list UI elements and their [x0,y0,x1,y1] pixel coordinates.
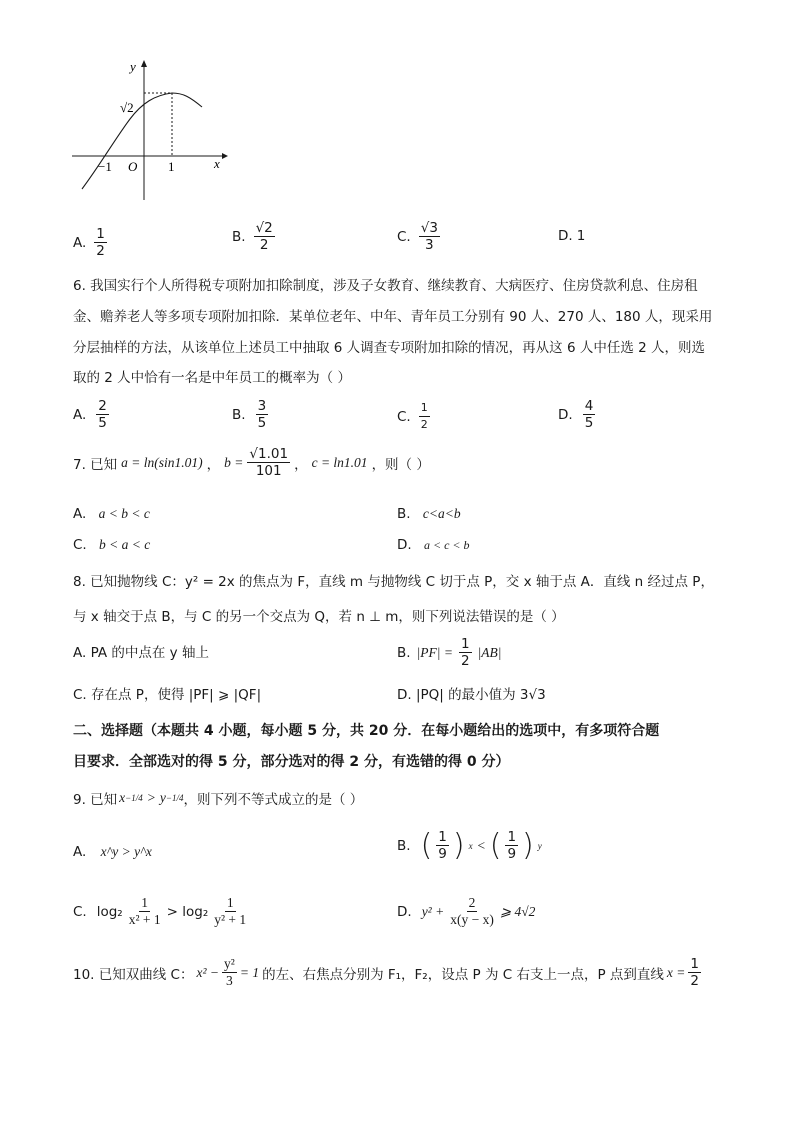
x-axis-arrow [222,153,228,159]
q7-suffix: ，则（ ） [371,456,430,473]
q9-suffix: ，则下列不等式成立的是（ ） [183,792,364,808]
q8-b-rhs: |AB| [477,644,502,660]
fraction: $\frac{1}{2}$ [96,226,105,259]
option-letter: A. [73,844,87,860]
option-letter: B. [232,228,246,245]
origin-label: O [128,159,138,174]
q9-b-op: < [476,837,486,853]
option-value: a < c < b [423,538,470,552]
fraction: $\frac{4}{5}$ [584,398,594,431]
q8-option-c: C. 存在点 P，使得 |PF| ⩾ |QF| [73,687,262,703]
q6-line-3: 分层抽样的方法，从该单位上述员工中抽取 6 人调查专项附加扣除的情况，再从这 6 人中任选 2 人，则选 [73,340,706,356]
option-letter: D. [397,903,412,920]
q6-line-1: 6. 我国实行个人所得税专项附加扣除制度，涉及子女教育、继续教育、大病医疗、住房贷款利息、住房租 [73,278,698,294]
exp-x: x [468,840,473,851]
q9-d-rhs: ⩾ 4√2 [499,903,536,919]
q7-b-fraction: $\frac{√1.01}{101}$ [249,446,289,479]
fraction: $\frac{2}{x(y - x)}$ [450,895,494,927]
option-letter: B. [397,506,411,522]
q10-stem [73,956,701,989]
q7-option-c [73,535,150,555]
option-letter: B. [232,406,246,423]
option-letter: A. [73,506,87,522]
y-tick-sqrt2: √2 [120,100,134,115]
q9-stem [73,788,363,808]
function-graph [60,55,240,205]
paren-left-icon: ( [489,828,502,863]
option-letter: C. [73,537,87,553]
fraction: $\frac{1}{2}$ [690,956,699,989]
q9-x: x [119,790,126,805]
fraction: $\frac{√2}{2}$ [255,220,273,253]
q9-option-a [73,842,152,862]
fraction: $\frac{1}{2}$ [460,636,470,669]
exp-y: y [537,840,542,851]
fraction: $\frac{1}{2}$ [420,401,428,431]
fraction: $\frac{\text{y²}}{3}$ [224,956,235,988]
q8-line-2: 与 x 轴交于点 B，与 C 的另一个交点为 Q，若 n ⊥ m，则下列说法错误的是（ ） [73,609,565,625]
q7-comma-1: ， [206,456,221,473]
q8-option-b [397,636,501,669]
q10-line-eq: x = [666,964,686,980]
option-letter: D. [558,228,573,244]
q5-option-a [73,226,107,259]
q9-d-lhs: y² + [421,903,445,919]
paren-right-icon: ) [522,828,534,863]
option-value: a < b < c [98,506,150,521]
q6-line-4: 取的 2 人中恰有一名是中年员工的概率为（ ） [73,370,351,386]
q9-option-c [73,895,248,928]
q7-a-expr: a = ln(sin1.01) [121,454,203,470]
option-value: 1 [576,228,586,244]
log-label: log₂ [96,903,123,920]
y-axis-label: y [130,59,136,74]
option-letter: D. [558,406,573,423]
paren-left-icon: ( [420,828,433,863]
q9-exp-x: −1/4 [125,793,143,803]
q7-prefix: 7. 已知 [73,456,118,473]
option-value: x^y > y^x [100,844,152,859]
q10-mid: 的左、右焦点分别为 F₁，F₂，设点 P 为 C 右支上一点，P 点到直线 [262,966,664,983]
option-letter: D. [397,537,412,553]
q5-option-b [232,220,275,253]
q8-option-d: D. |PQ| 的最小值为 3√3 [397,687,546,703]
option-letter: A. [73,234,87,251]
paren-right-icon: ) [452,828,465,863]
q6-line-2: 金、赡养老人等多项专项附加扣除．某单位老年、中年、青年员工分别有 90 人、270 人、180 人，现采用 [73,309,713,325]
q8-option-a: A. PA 的中点在 y 轴上 [73,645,209,661]
section-2-heading-line-2: 目要求．全部选对的得 5 分，部分选对的得 2 分，有选错的得 0 分） [73,754,510,770]
option-letter: B. [397,644,411,661]
option-value: c<a<b [422,506,461,521]
fraction: $\frac{2}{5}$ [98,398,107,431]
q6-option-b [232,398,268,431]
q5-option-d [558,228,585,244]
q8-b-lhs: |PF| = [416,644,453,660]
x-axis-label: x [214,156,220,171]
fraction: $\frac{1}{\text{x² + 1}}$ [128,895,161,927]
tick-neg1: −1 [98,159,112,174]
q7-option-a [73,504,150,524]
q10-eq-b: = 1 [239,964,260,980]
option-value: b < a < c [99,537,151,552]
q7-comma-2: ， [294,456,308,473]
y-axis-arrow [141,60,147,67]
q9-option-d [397,895,535,928]
q8-line-1: 8. 已知抛物线 C：y² = 2x 的焦点为 F，直线 m 与抛物线 C 切于点 P，交 x 轴于点 A．直线 n 经过点 P， [73,574,714,590]
sine-curve [82,93,202,189]
q9-exp-y: −1/4 [165,793,184,803]
fraction: $\frac{√3}{3}$ [420,220,438,253]
section-2-heading-line-1: 二、选择题（本题共 4 小题，每小题 5 分，共 20 分．在每小题给出的选项中，有多项符合题 [73,723,660,739]
q7-option-b [397,504,461,524]
q6-option-c [397,400,430,433]
tick-1: 1 [168,159,175,174]
q5-option-c [397,220,440,253]
fraction: $\frac{1}{9}$ [507,829,517,862]
q7-stem [73,446,430,479]
q10-eq-a: x² − [196,964,220,980]
option-letter: C. [397,228,411,245]
fraction: $\frac{1}{9}$ [438,829,447,862]
q6-option-d [558,398,595,431]
q7-option-d [397,535,470,555]
option-letter: C. [73,903,87,920]
q9-c-op: > log₂ [166,903,209,920]
option-letter: B. [397,837,411,854]
q9-option-b [397,828,542,863]
fraction: $\frac{3}{5}$ [257,398,267,431]
q7-b-lhs: b = [224,454,244,470]
option-letter: A. [73,406,87,423]
q6-option-a [73,398,109,431]
q7-c-expr: c = ln1.01 [311,454,368,470]
q9-prefix: 9. 已知 [73,792,118,808]
q9-gt: > [146,790,156,805]
q10-prefix: 10. 已知双曲线 C： [73,966,194,983]
option-letter: C. [397,408,411,425]
fraction: $\frac{1}{\text{y² + 1}}$ [214,895,247,927]
q9-y: y [159,790,166,805]
